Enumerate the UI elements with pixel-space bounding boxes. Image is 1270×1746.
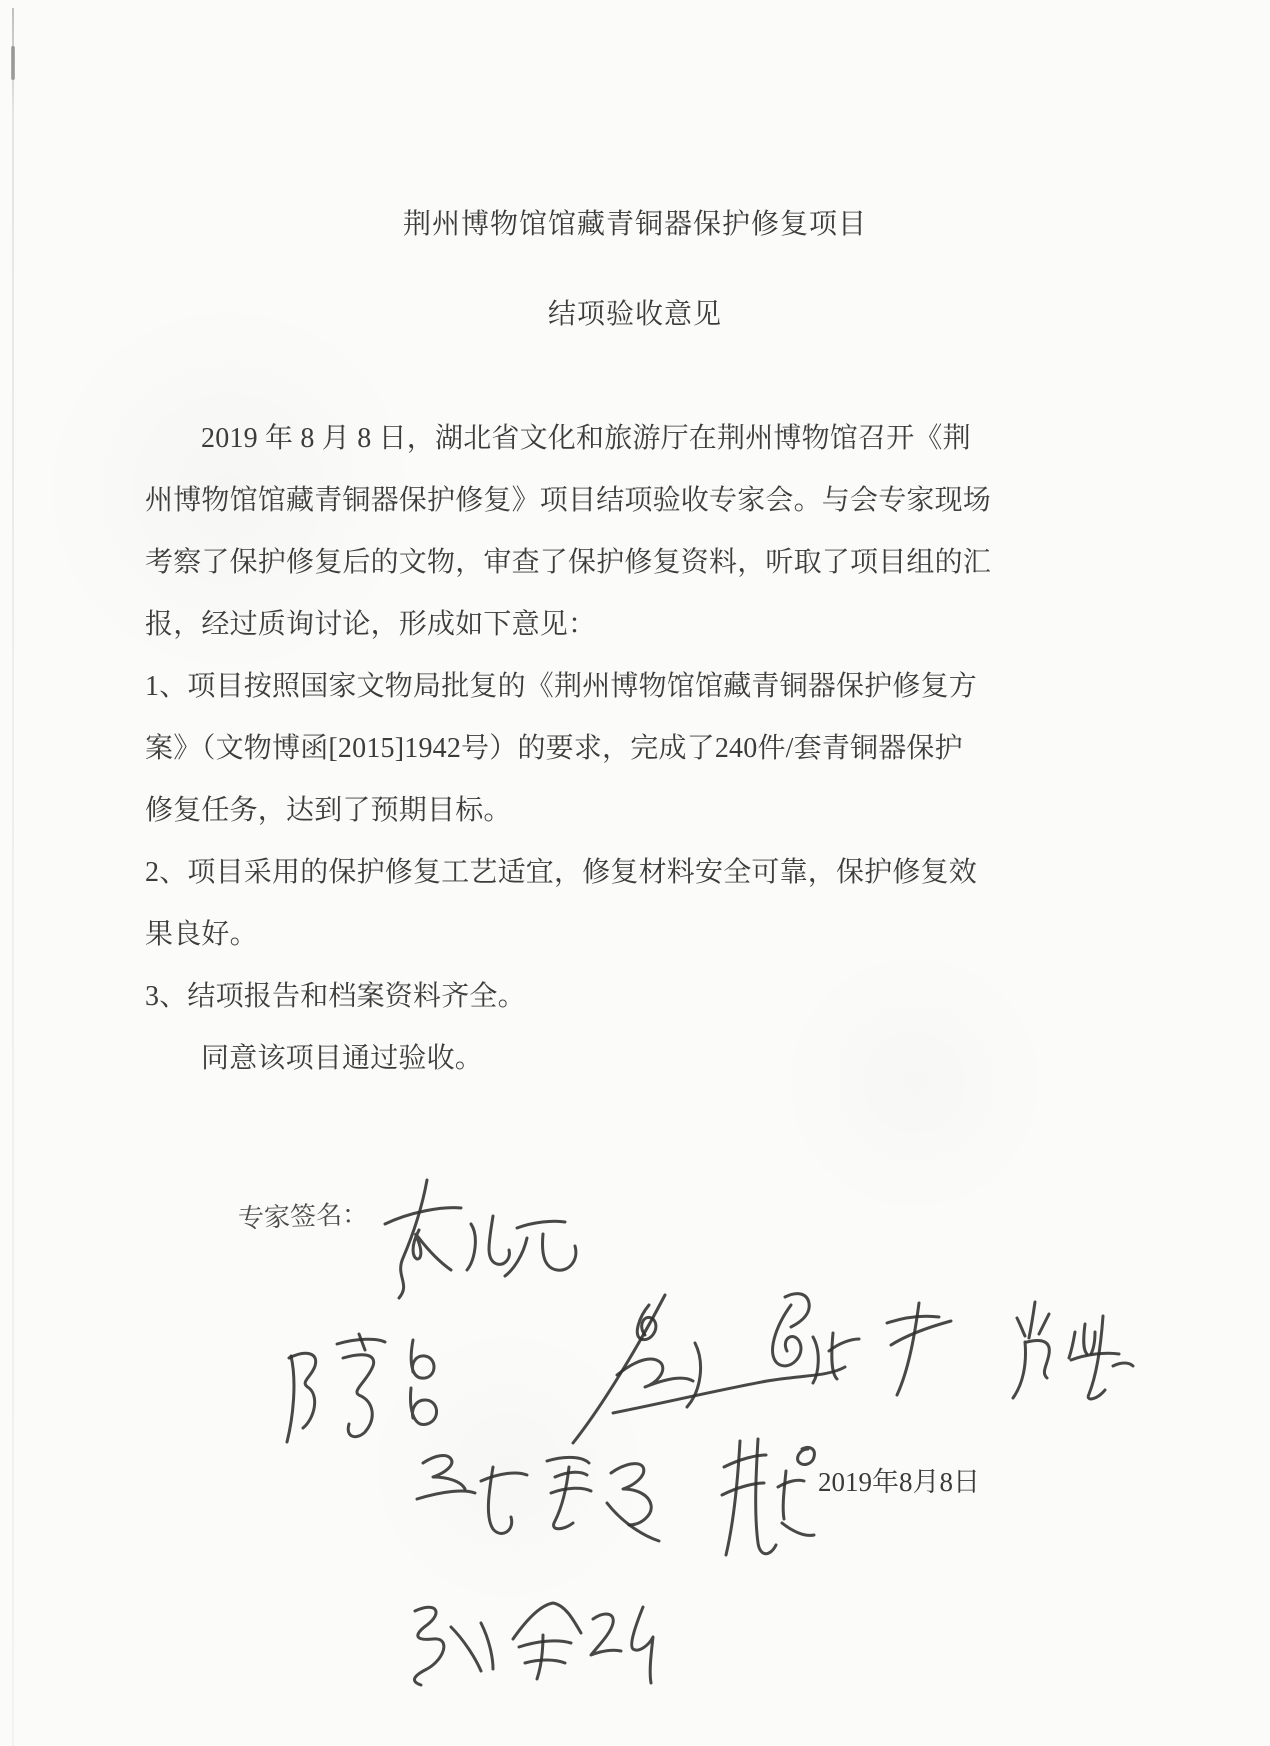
document-body [145, 408, 1130, 1090]
body-line: 2019 年 8 月 8 日，湖北省文化和旅游厅在荆州博物馆召开《荆 [201, 423, 971, 454]
signature-illegible-2 [795, 1293, 970, 1408]
scan-edge-line [12, 8, 14, 1746]
body-line: 果良好。 [145, 919, 258, 950]
body-line: 同意该项目通过验收。 [201, 1043, 484, 1074]
body-line: 修复任务，达到了预期目标。 [145, 795, 512, 826]
signature-illegible-3 [395, 1433, 680, 1568]
date-text: 2019年8月8日 [818, 1467, 980, 1497]
body-line: 州博物馆馆藏青铜器保护修复》项目结项验收专家会。与会专家现场 [145, 485, 992, 516]
body-line: 案》（文物博函[2015]1942号）的要求，完成了240件/套青铜器保护 [145, 733, 963, 764]
signature-illegible-5 [385, 1583, 675, 1708]
expert-signature-label: 专家签名： [237, 1199, 369, 1234]
document-title-line-1: 荆州博物馆馆藏青铜器保护修复项目 [402, 209, 867, 240]
body-line: 报，经过质询讨论，形成如下意见： [145, 609, 597, 640]
body-line: 1、项目按照国家文物局批复的《荆州博物馆馆藏青铜器保护修复方 [145, 671, 978, 702]
body-line: 考察了保护修复后的文物，审查了保护修复资料，听取了项目组的汇 [145, 547, 992, 578]
body-line: 3、结项报告和档案资料齐全。 [145, 981, 526, 1012]
document-title-line-2: 结项验收意见 [547, 299, 722, 330]
signature-xiao-lin [995, 1288, 1140, 1413]
signature-illegible-4 [710, 1423, 835, 1578]
scan-corner-mark [11, 46, 15, 80]
body-line: 2、项目采用的保护修复工艺适宜，修复材料安全可靠，保护修复效 [145, 857, 978, 888]
